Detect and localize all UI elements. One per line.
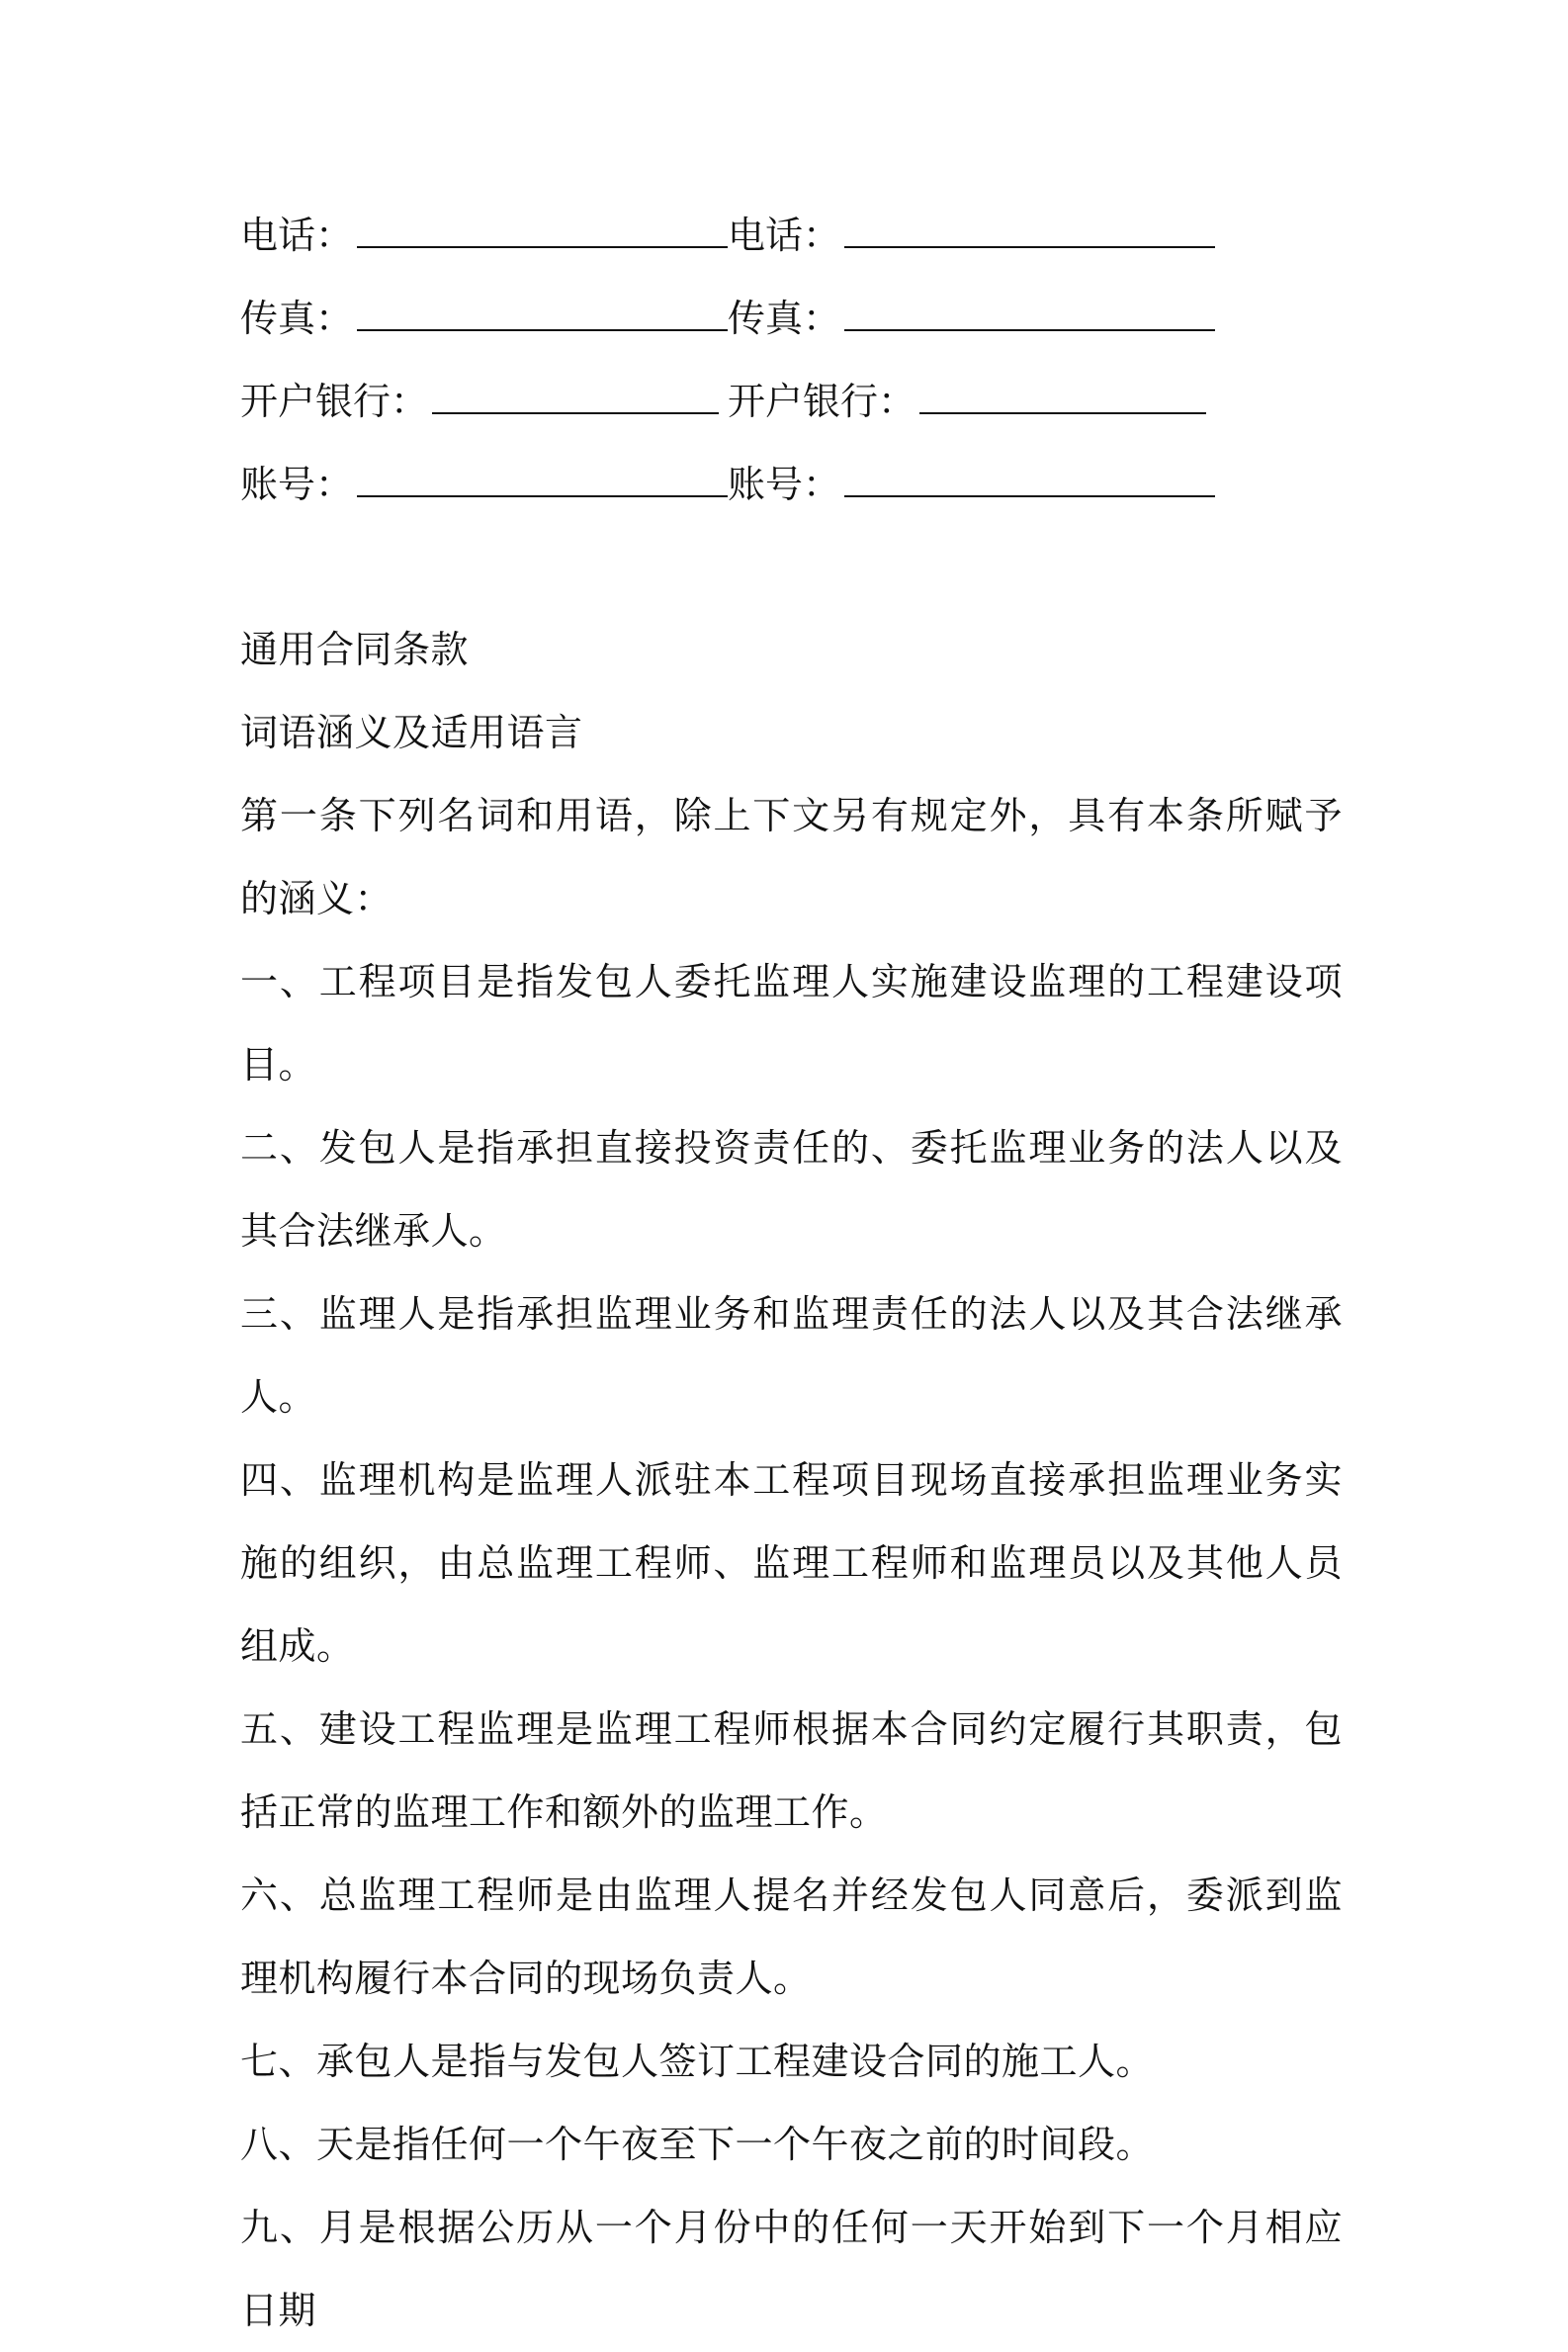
party-a-account (240, 452, 728, 535)
party-a-bank (240, 369, 728, 452)
paragraph: 六、总监理工程师是由监理人提名并经发包人同意后，委派到监理机构履行本合同的现场负责人。 (240, 1873, 1343, 2000)
field-label: 账号： (240, 463, 354, 506)
paragraph: 一、工程项目是指发包人委托监理人实施建设监理的工程建设项目。 (240, 960, 1343, 1087)
paragraph: 八、天是指任何一个午夜至下一个午夜之前的时间段。 (240, 2123, 1155, 2166)
field-label: 账号： (728, 463, 841, 506)
blank-line (432, 369, 719, 414)
subsection-title: 词语涵义及适用语言 (240, 711, 583, 754)
blank-line (844, 286, 1215, 331)
blank-line (844, 203, 1215, 248)
party-b-bank (728, 369, 1206, 452)
bank-row (240, 369, 1348, 452)
paragraph: 九、月是根据公历从一个月份中的任何一天开始到下一个月相应日期 (240, 2206, 1343, 2332)
blank-line (357, 452, 728, 497)
field-label: 传真： (240, 297, 354, 340)
section-title: 通用合同条款 (240, 628, 470, 671)
paragraph: 五、建设工程监理是监理工程师根据本合同约定履行其职责，包括正常的监理工作和额外的监理工作。 (240, 1707, 1343, 1834)
phone-row (240, 203, 1348, 286)
party-b-fax (728, 286, 1215, 369)
contract-body (240, 608, 1343, 2352)
paragraph: 第一条下列名词和用语，除上下文另有规定外，具有本条所赋予的涵义： (240, 794, 1343, 920)
blank-line (919, 369, 1206, 414)
party-a-phone (240, 203, 728, 286)
paragraph: 三、监理人是指承担监理业务和监理责任的法人以及其合法继承人。 (240, 1292, 1343, 1419)
blank-line (357, 286, 728, 331)
blank-line (357, 203, 728, 248)
paragraph: 二、发包人是指承担直接投资责任的、委托监理业务的法人以及其合法继承人。 (240, 1126, 1343, 1253)
field-label: 开户银行： (240, 380, 429, 423)
party-b-phone (728, 203, 1215, 286)
account-row (240, 452, 1348, 535)
field-label: 电话： (240, 214, 354, 257)
field-label: 传真： (728, 297, 841, 340)
field-label: 开户银行： (728, 380, 916, 423)
field-label: 电话： (728, 214, 841, 257)
contact-fields (240, 203, 1348, 535)
paragraph: 七、承包人是指与发包人签订工程建设合同的施工人。 (240, 2040, 1155, 2083)
party-b-account (728, 452, 1215, 535)
party-a-fax (240, 286, 728, 369)
paragraph: 四、监理机构是监理人派驻本工程项目现场直接承担监理业务实施的组织，由总监理工程师、监理工程师和监理员以及其他人员组成。 (240, 1458, 1343, 1668)
fax-row (240, 286, 1348, 369)
blank-line (844, 452, 1215, 497)
